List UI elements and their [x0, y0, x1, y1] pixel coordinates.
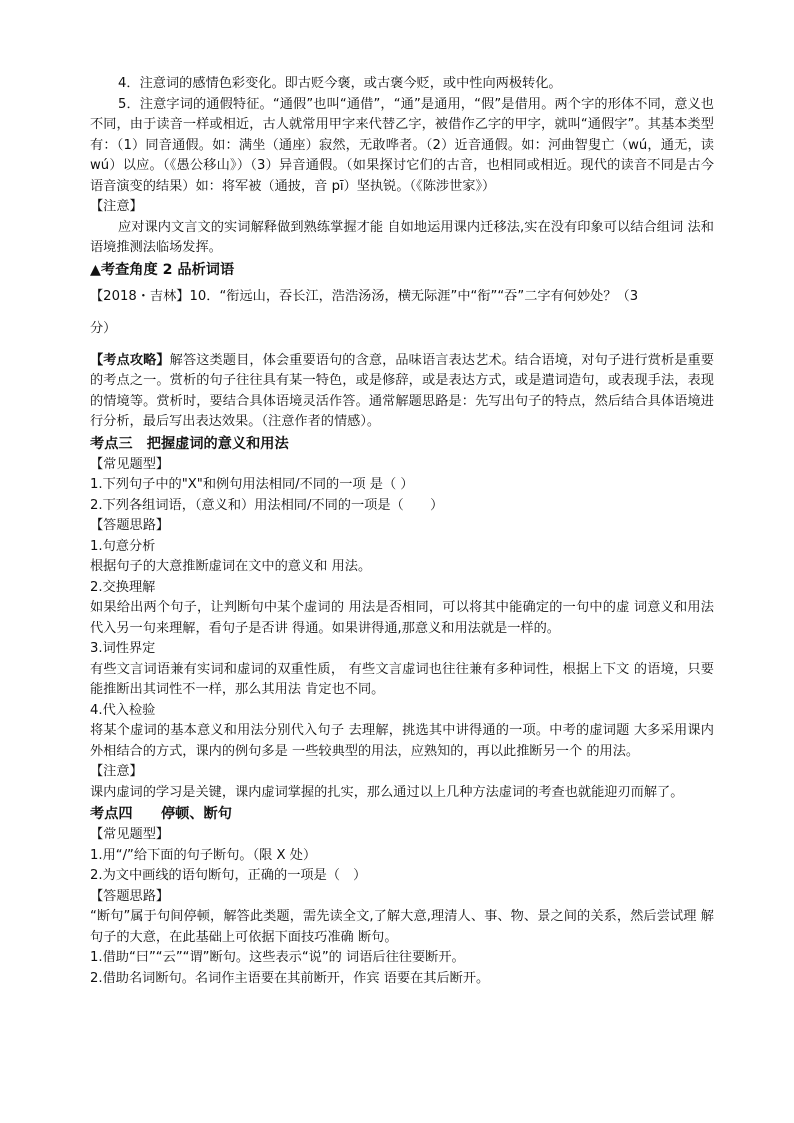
point3-note-tag: 【注意】: [90, 764, 143, 779]
point4-types-tag: 【常见题型】: [90, 827, 170, 842]
item-5: 5．注意字词的通假特征。“通假”也叫“通借”，“通”是通用，“假”是借用。两个字的形体不同，意义也不同，由于读音一样或相近，古人就常用甲字来代替乙字，被借作乙字的甲字，就叫“通假字”。其基本类型有：（1）同音通假。如：满坐（通座）寂然，无敢哗者。（2）近音通假。如：河曲智叟亡（wú，通无，读 wú）以应。（《愚公移山》）（3）异音通假。（如果探讨它们的古音，也相同或相近。现代的读音不同是古今语音演变的结果）如：将军被（通披，音 pī）坚执锐。（《陈涉世家》）: [90, 96, 714, 194]
method2-title: 2.交换理解: [90, 579, 156, 595]
point4-ideas-tag: 【答题思路】: [90, 888, 170, 904]
note-tag: 【注意】: [90, 199, 143, 214]
method3-title: 3.词性界定: [90, 641, 156, 656]
tip-paragraph: [90, 351, 714, 433]
point4-ideas-text: “断句”属于句间停顿，解答此类题，需先读全文,了解大意,理清人、事、物、景之间的关系，然后尝试理 解句子的大意，在此基础上可依据下面技巧准确 断句。: [90, 909, 714, 945]
exam-question: 【2018・吉林】10．“衔远山，吞长江，浩浩汤汤，横无际涯”中“衔”“吞”二字有何妙处？（3: [90, 288, 639, 304]
point3-types-tag: 【常见题型】: [90, 456, 170, 472]
tip-text: 解答这类题目，体会重要语句的含意，品味语言表达艺术。结合语境，对句子进行赏析是重要的考点之一。赏析的句子往往具有某一特色，或是修辞，或是表达方式，或是遣词造句，或表现手法，表现的情境等。赏析时，要结合具体语境灵活作答。通常解题思路是：先写出句子的特点，然后结合具体语境进行分析，最后写出表达效果。（注意作者的情感）。: [90, 352, 714, 429]
method1-title: 1.句意分析: [90, 538, 156, 554]
document-page: [90, 74, 714, 989]
point3-type2: 2.下列各组词语，（意义和）用法相同/不同的一项是（ ）: [90, 497, 444, 513]
exam-question-cont: 分）: [90, 320, 117, 336]
tip-tag: 【考点攻略】: [90, 352, 170, 368]
point4-type2: 2.为文中画线的语句断句，正确的一项是（ ）: [90, 868, 367, 883]
point4-heading: 考点四 停顿、断句: [90, 806, 232, 822]
method4-title: 4.代入检验: [90, 702, 156, 718]
item-4: 4．注意词的感情色彩变化。即古贬今褒，或古褒今贬，或中性向两极转化。: [118, 76, 562, 91]
point3-type1: 1.下列句子中的"X"和例句用法相同/不同的一项 是（ ）: [90, 477, 414, 492]
point4-tip2: 2.借助名词断句。名词作主语要在其前断开，作宾 语要在其后断开。: [90, 970, 490, 986]
point4-type1: 1.用“/”给下面的句子断句。（限 X 处）: [90, 847, 317, 863]
method4-text: 将某个虚词的基本意义和用法分别代入句子 去理解，挑选其中讲得通的一项。中考的虚词题 大多采用课内外相结合的方式，课内的例句多是 一些较典型的用法，应熟知的，再以此推断另一个 的用法。: [90, 723, 714, 759]
method1-text: 根据句子的大意推断虚词在文中的意义和 用法。: [90, 559, 372, 574]
point4-tip1: 1.借助“曰”“云”“谓”断句。这些表示“说”的 词语后往往要断开。: [90, 950, 465, 965]
point3-ideas-tag: 【答题思路】: [90, 518, 170, 533]
point3-heading: 考点三 把握虚词的意义和用法: [90, 435, 289, 452]
note-text: 应对课内文言文的实词解释做到熟练掌握才能 自如地运用课内迁移法,实在没有印象可以结合组词 法和语境推测法临场发挥。: [90, 219, 714, 255]
method2-text: 如果给出两个句子，让判断句中某个虚词的 用法是否相同，可以将其中能确定的一句中的虚 词意义和用法代入另一句来理解，看句子是否讲 得通。如果讲得通,那意义和用法就是一样的。: [90, 600, 714, 636]
angle2-heading: ▲考查角度 2 品析词语: [90, 261, 235, 278]
method3-text: 有些文言词语兼有实词和虚词的双重性质， 有些文言虚词也往往兼有多种词性，根据上下文 的语境，只要能推断出其词性不一样，那么其用法 肯定也不同。: [90, 661, 714, 697]
point3-note-text: 课内虚词的学习是关键，课内虚词掌握的扎实，那么通过以上几种方法虚词的考查也就能迎刃而解了。: [90, 784, 684, 800]
